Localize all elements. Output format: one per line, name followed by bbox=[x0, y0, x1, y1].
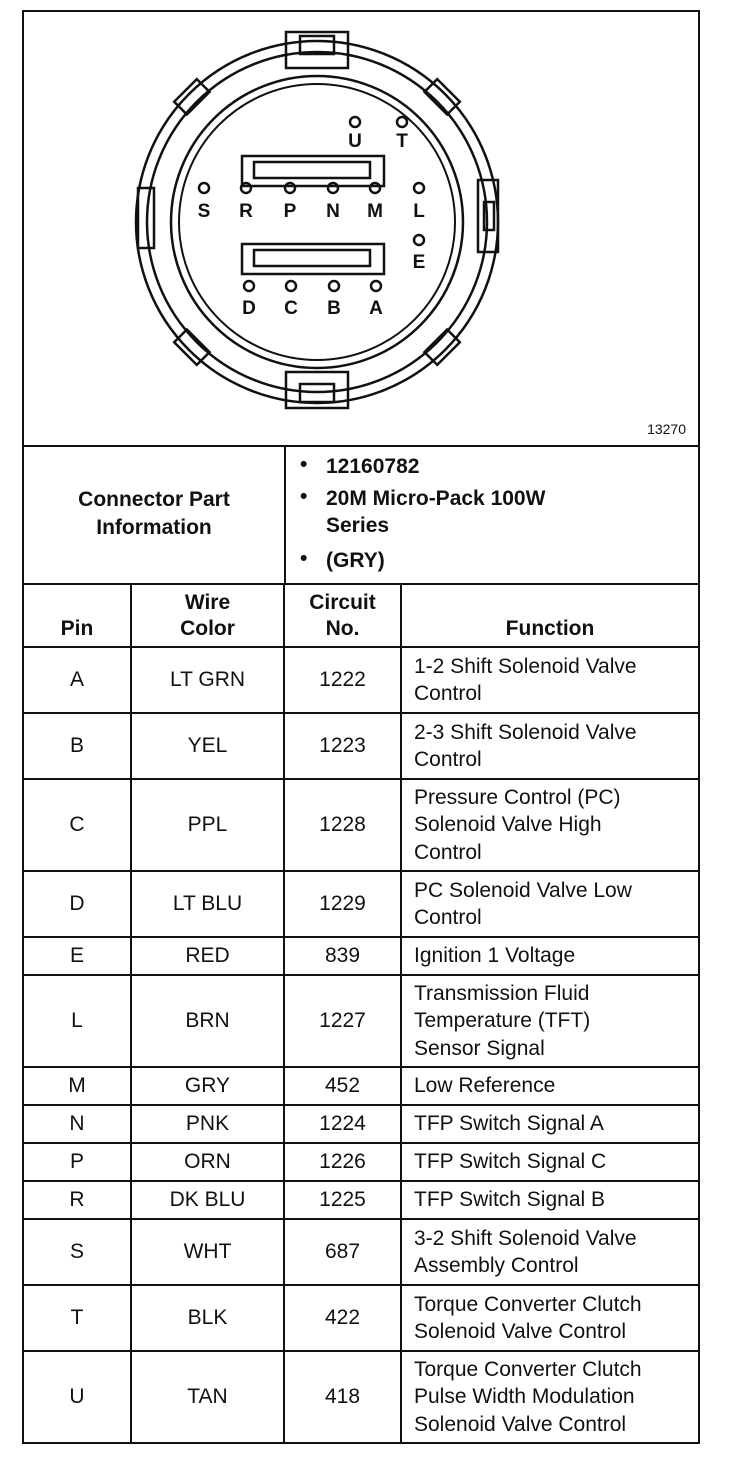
info-item-part-number: • 12160782 bbox=[300, 453, 420, 478]
header-pin: Pin bbox=[24, 583, 131, 647]
pin-cell: L bbox=[24, 975, 131, 1067]
function-line: Control bbox=[414, 906, 482, 929]
pin-label-r: R bbox=[239, 201, 253, 222]
pin-table-header bbox=[24, 583, 698, 647]
connector-info-label-line-2: Information bbox=[96, 516, 212, 539]
wire-color-cell: GRY bbox=[131, 1067, 284, 1105]
table-row bbox=[24, 1067, 698, 1105]
wire-color-cell: PNK bbox=[131, 1105, 284, 1143]
pin-hole-l bbox=[414, 183, 424, 193]
header-wire-color: Wire Color bbox=[131, 583, 284, 647]
table-row bbox=[24, 871, 698, 937]
circuit-cell: 422 bbox=[284, 1285, 401, 1351]
function-cell bbox=[401, 647, 698, 713]
pin-table-body bbox=[24, 647, 698, 1443]
table-row bbox=[24, 975, 698, 1067]
circuit-cell: 1224 bbox=[284, 1105, 401, 1143]
table-row bbox=[24, 647, 698, 713]
function-cell bbox=[401, 937, 698, 975]
pin-label-c: C bbox=[284, 298, 298, 319]
function-line: Ignition 1 Voltage bbox=[414, 944, 576, 968]
pin-cell: R bbox=[24, 1181, 131, 1219]
function-cell bbox=[401, 1105, 698, 1143]
function-line: PC Solenoid Valve Low bbox=[414, 878, 632, 902]
function-cell bbox=[401, 975, 698, 1067]
inner-ring-2 bbox=[179, 84, 455, 360]
function-cell bbox=[401, 713, 698, 779]
pin-label-n: N bbox=[326, 201, 340, 222]
pin-label-d: D bbox=[242, 298, 256, 319]
info-item-color: • (GRY) bbox=[300, 547, 385, 572]
pin-cell: U bbox=[24, 1351, 131, 1443]
pin-label-s: S bbox=[197, 201, 211, 222]
circuit-cell: 418 bbox=[284, 1351, 401, 1443]
pin-hole-c bbox=[286, 281, 296, 291]
function-line: Transmission Fluid bbox=[414, 981, 590, 1005]
table-row bbox=[24, 1285, 698, 1351]
pin-cell: B bbox=[24, 713, 131, 779]
connector-part-info bbox=[24, 445, 698, 585]
bullet-icon: • bbox=[300, 453, 308, 476]
pin-label-a: A bbox=[369, 298, 383, 319]
function-line: Control bbox=[414, 840, 482, 864]
pin-hole-u bbox=[350, 117, 360, 127]
wire-color-cell: LT GRN bbox=[131, 647, 284, 713]
pin-hole-d bbox=[244, 281, 254, 291]
function-line: Solenoid Valve High bbox=[414, 813, 602, 837]
function-line: Torque Converter Clutch bbox=[414, 1292, 642, 1316]
pin-table bbox=[24, 583, 698, 1444]
circuit-cell: 1226 bbox=[284, 1143, 401, 1181]
wire-color-cell: BRN bbox=[131, 975, 284, 1067]
pin-cell: C bbox=[24, 779, 131, 871]
connector-info-list bbox=[286, 445, 698, 583]
header-function: Function bbox=[401, 583, 698, 647]
circuit-cell: 1227 bbox=[284, 975, 401, 1067]
function-line: Solenoid Valve Control bbox=[414, 1320, 627, 1343]
function-cell bbox=[401, 1219, 698, 1285]
pin-hole-t bbox=[397, 117, 407, 127]
outer-ring bbox=[136, 41, 498, 403]
function-cell bbox=[401, 1351, 698, 1443]
bullet-icon: • bbox=[300, 547, 308, 570]
table-row bbox=[24, 937, 698, 975]
function-line: Pulse Width Modulation bbox=[414, 1385, 635, 1409]
info-item-series: • 20M Micro-Pack 100W Series bbox=[300, 485, 546, 537]
wire-color-cell: DK BLU bbox=[131, 1181, 284, 1219]
wire-color-cell: TAN bbox=[131, 1351, 284, 1443]
pin-hole-n bbox=[328, 183, 338, 193]
pin-label-u: U bbox=[348, 131, 362, 152]
table-row bbox=[24, 1143, 698, 1181]
pin-cell: M bbox=[24, 1067, 131, 1105]
function-line: Temperature (TFT) bbox=[414, 1009, 591, 1033]
circuit-cell: 1229 bbox=[284, 871, 401, 937]
circuit-cell: 1225 bbox=[284, 1181, 401, 1219]
function-line: Solenoid Valve Control bbox=[414, 1412, 627, 1436]
connector-diagram bbox=[24, 12, 698, 447]
pin-cell: P bbox=[24, 1143, 131, 1181]
function-line: TFP Switch Signal C bbox=[414, 1150, 607, 1174]
circuit-cell: 1223 bbox=[284, 713, 401, 779]
function-line: Assembly Control bbox=[414, 1254, 579, 1277]
table-row bbox=[24, 1219, 698, 1285]
pin-hole-s bbox=[199, 183, 209, 193]
connector-info-label-line-1: Connector Part bbox=[78, 488, 230, 511]
pin-cell: E bbox=[24, 937, 131, 975]
table-row bbox=[24, 713, 698, 779]
function-cell bbox=[401, 1285, 698, 1351]
wire-color-cell: BLK bbox=[131, 1285, 284, 1351]
pin-label-b: B bbox=[327, 298, 341, 319]
pin-cell: S bbox=[24, 1219, 131, 1285]
figure-number: 13270 bbox=[647, 421, 686, 437]
pin-hole-p bbox=[285, 183, 295, 193]
pin-label-m: M bbox=[367, 201, 383, 222]
function-line: TFP Switch Signal A bbox=[414, 1112, 604, 1136]
pin-label-e: E bbox=[412, 252, 426, 273]
wire-color-cell: ORN bbox=[131, 1143, 284, 1181]
table-row bbox=[24, 779, 698, 871]
table-row bbox=[24, 1181, 698, 1219]
pin-hole-a bbox=[371, 281, 381, 291]
pin-label-p: P bbox=[283, 201, 297, 222]
pin-cell: N bbox=[24, 1105, 131, 1143]
function-line: 1-2 Shift Solenoid Valve bbox=[414, 654, 637, 678]
table-row bbox=[24, 1105, 698, 1143]
pin-cell: D bbox=[24, 871, 131, 937]
function-line: Control bbox=[414, 682, 482, 705]
circuit-cell: 1228 bbox=[284, 779, 401, 871]
circuit-cell: 452 bbox=[284, 1067, 401, 1105]
function-line: Pressure Control (PC) bbox=[414, 785, 621, 809]
wire-color-cell: WHT bbox=[131, 1219, 284, 1285]
function-cell bbox=[401, 1143, 698, 1181]
upper-slot bbox=[242, 156, 384, 186]
function-cell bbox=[401, 1067, 698, 1105]
pin-hole-r bbox=[241, 183, 251, 193]
circuit-cell: 1222 bbox=[284, 647, 401, 713]
connector-document bbox=[22, 10, 700, 1444]
function-cell bbox=[401, 1181, 698, 1219]
pin-label-l: L bbox=[413, 201, 425, 222]
pin-cell: A bbox=[24, 647, 131, 713]
lower-slot bbox=[242, 244, 384, 274]
function-line: Torque Converter Clutch bbox=[414, 1357, 642, 1381]
inner-ring bbox=[171, 76, 463, 368]
connector-info-label bbox=[24, 445, 286, 583]
function-line: Sensor Signal bbox=[414, 1036, 545, 1060]
pin-hole-b bbox=[329, 281, 339, 291]
pin-cell: T bbox=[24, 1285, 131, 1351]
function-line: TFP Switch Signal B bbox=[414, 1188, 606, 1212]
pin-hole-m bbox=[370, 183, 380, 193]
top-latch bbox=[286, 32, 348, 68]
wire-color-cell: PPL bbox=[131, 779, 284, 871]
bullet-icon: • bbox=[300, 485, 308, 508]
function-line: 2-3 Shift Solenoid Valve bbox=[414, 720, 637, 744]
wire-color-cell: LT BLU bbox=[131, 871, 284, 937]
function-cell bbox=[401, 871, 698, 937]
wire-color-cell: YEL bbox=[131, 713, 284, 779]
connector-face-drawing bbox=[24, 12, 698, 445]
circuit-cell: 687 bbox=[284, 1219, 401, 1285]
table-row bbox=[24, 1351, 698, 1443]
function-line: 3-2 Shift Solenoid Valve bbox=[414, 1226, 637, 1250]
pin-hole-e bbox=[414, 235, 424, 245]
wire-color-cell: RED bbox=[131, 937, 284, 975]
function-line: Low Reference bbox=[414, 1074, 556, 1098]
function-line: Control bbox=[414, 748, 482, 771]
function-cell bbox=[401, 779, 698, 871]
pin-label-t: T bbox=[396, 131, 408, 152]
header-circuit-no: Circuit No. bbox=[284, 583, 401, 647]
circuit-cell: 839 bbox=[284, 937, 401, 975]
